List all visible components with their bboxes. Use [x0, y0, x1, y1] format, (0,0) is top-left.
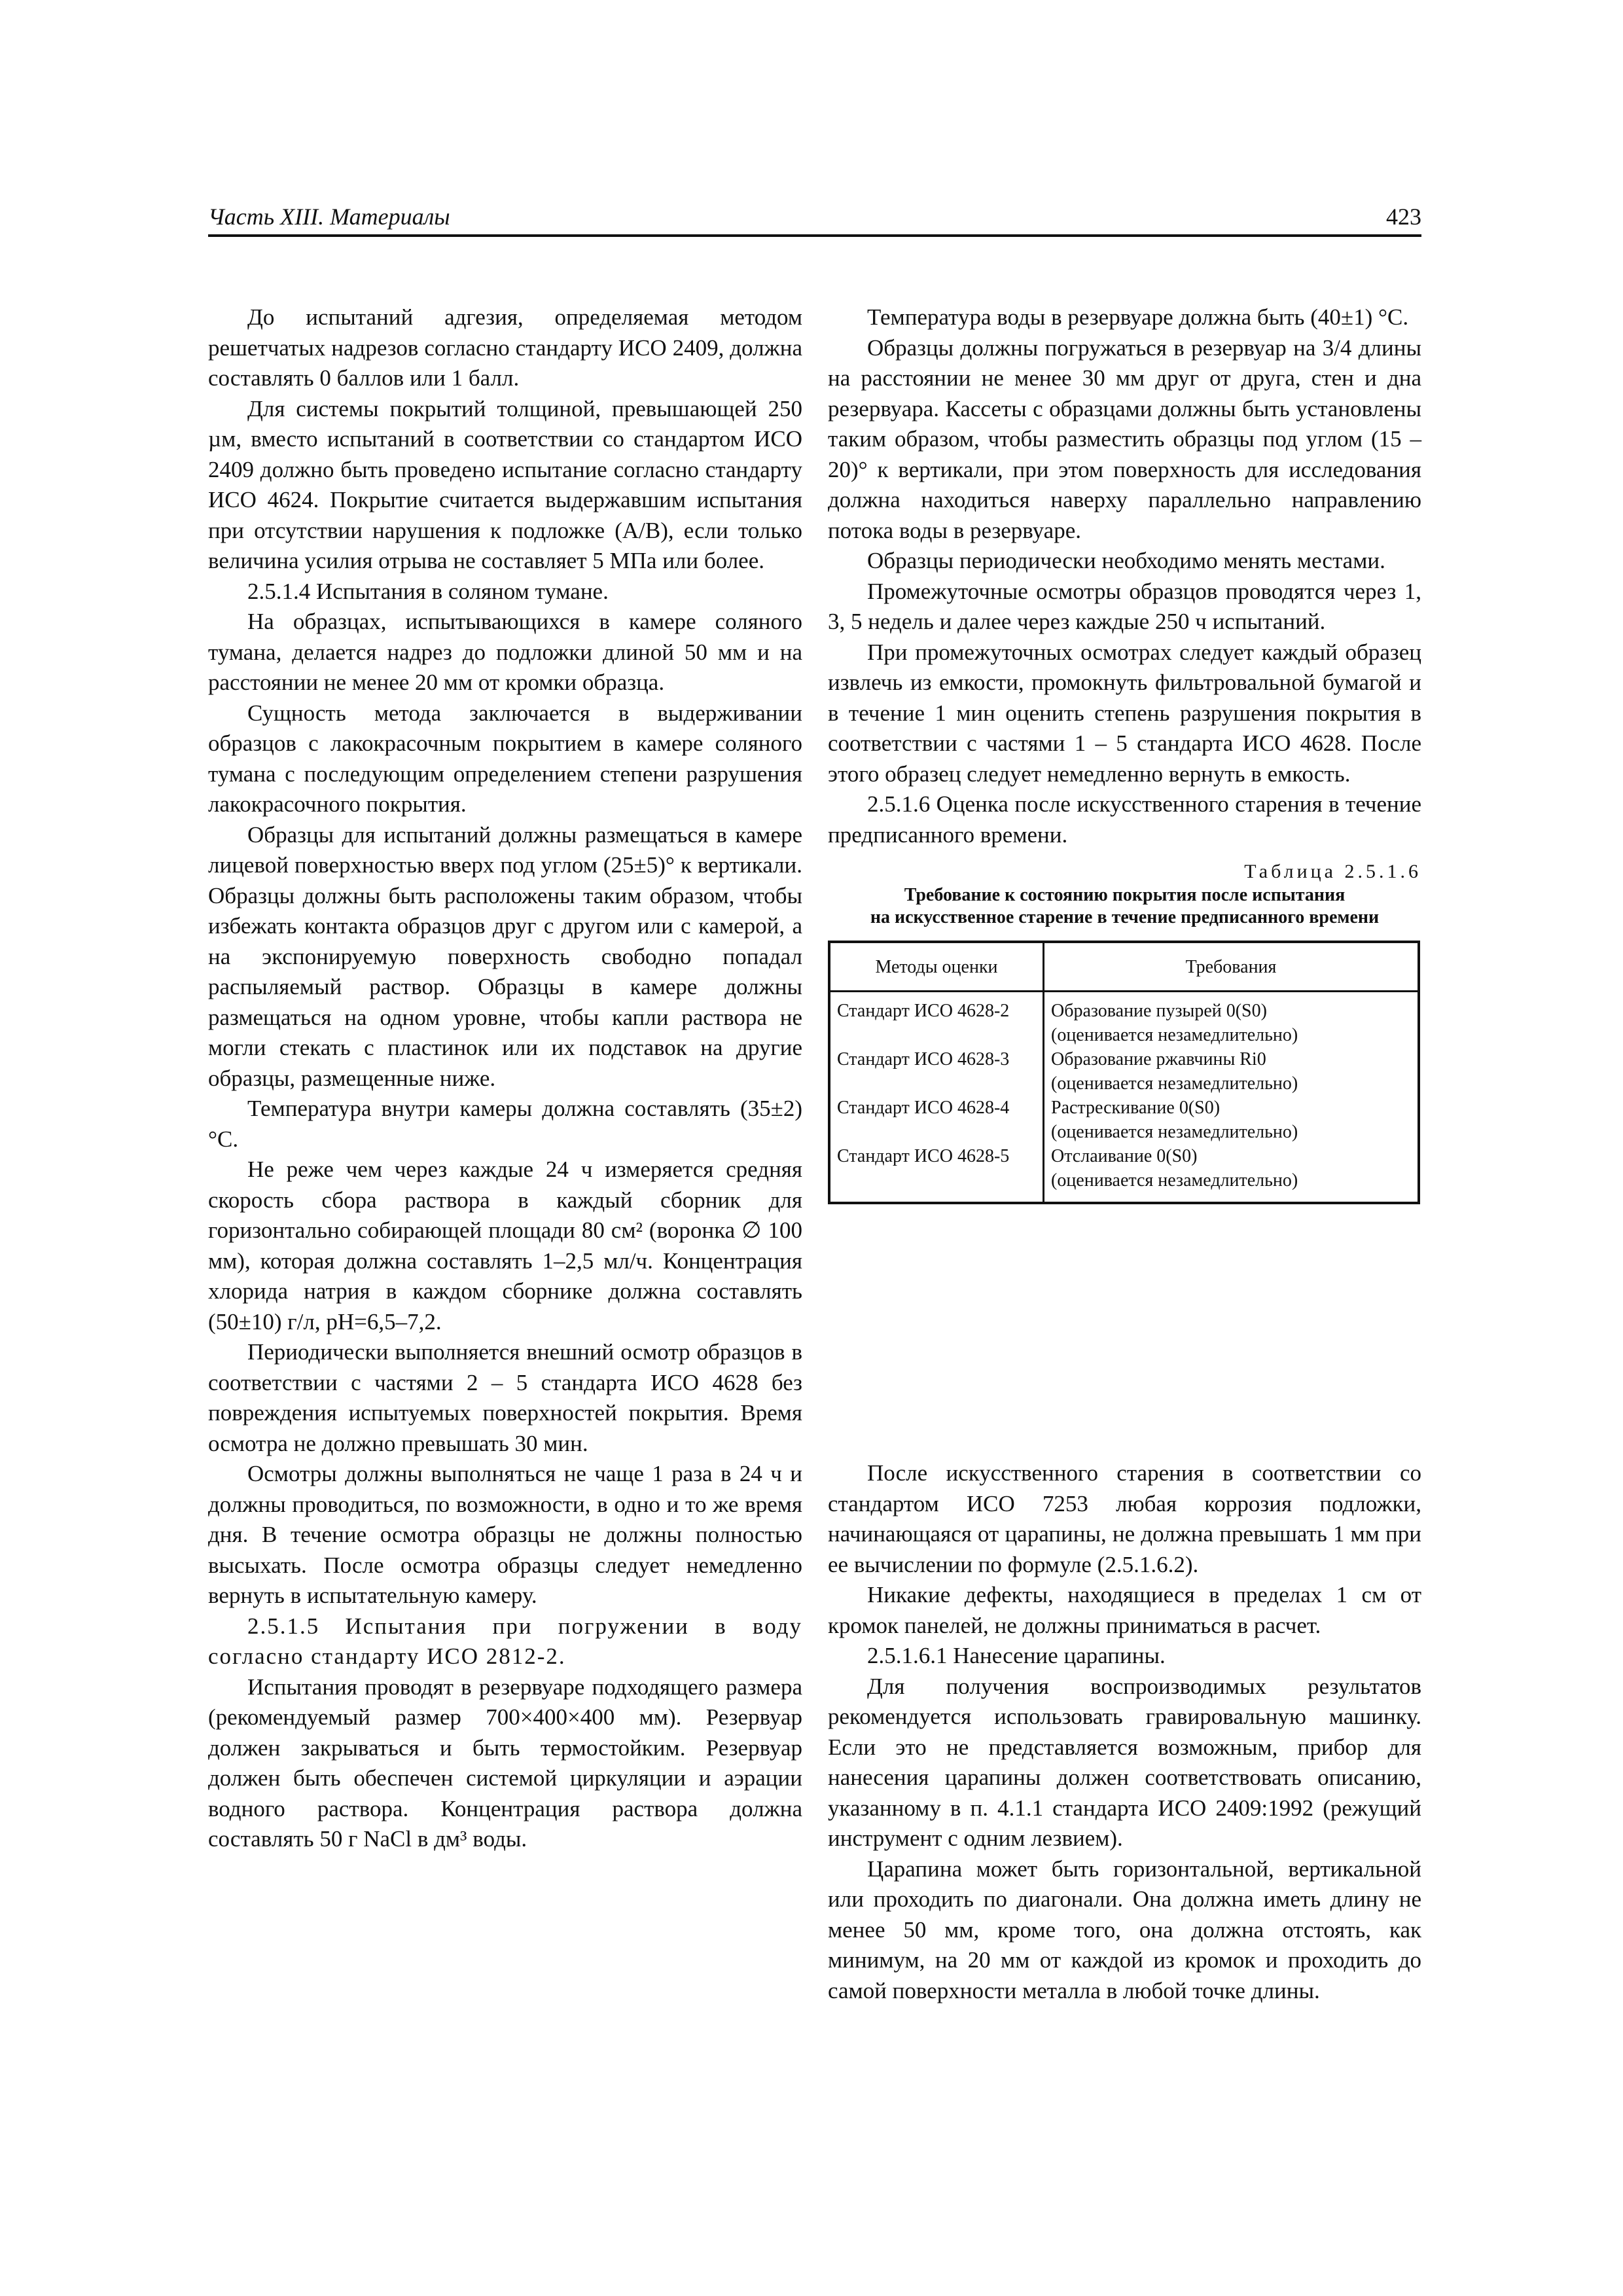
- page-number: 423: [1386, 204, 1421, 230]
- right-column-bottom: [828, 1458, 1421, 2006]
- methods-cell: [829, 992, 1044, 1204]
- paragraph: Для системы покрытий толщиной, превышающей 250 µм, вместо испытаний в соответствии со стандартом ИСО 2409 должно быть проведено испытание согласно стандарту ИСО 4624. Покрытие считается выдержавшим испытания при отсутствии нарушения к подложке (A/B), если только величина усилия отрыва не составляет 5 МПа или более.: [208, 395, 802, 573]
- paragraph: На образцах, испытывающихся в камере соляного тумана, делается надрез до подложки длиной 50 мм и на расстоянии не менее 20 мм от кромки образца.: [208, 609, 802, 695]
- table-number: Таблица 2.5.1.6: [1244, 861, 1421, 882]
- paragraph: Царапина может быть горизонтальной, вертикальной или проходить по диагонали. Она должна иметь длину не менее 50 мм, кроме того, она должна отстоять, как минимум, на 20 мм от каждой из кромок и проходить до самой поверхности металла в любой точке длины.: [828, 1856, 1421, 2003]
- requirement-text: Растрескивание 0(S0): [1051, 1098, 1221, 1118]
- right-column-top: [828, 302, 1421, 1204]
- running-header: [208, 196, 1421, 237]
- requirement-note: (оценивается незамедлительно): [1051, 1170, 1298, 1191]
- paragraph: Образцы периодически необходимо менять местами.: [867, 548, 1385, 573]
- paragraph: Промежуточные осмотры образцов проводятся через 1, 3, 5 недель и далее через каждые 250 ч испытаний.: [828, 578, 1421, 634]
- requirement-item: [1051, 1096, 1412, 1144]
- paragraph: После искусственного старения в соответствии со стандартом ИСО 7253 любая коррозия подложки, начинающаяся от царапины, не должна превышать 1 мм при ее вычислении по формуле (2.5.1.6.2).: [828, 1460, 1421, 1577]
- requirement-item: [1051, 1144, 1412, 1193]
- requirement-note: (оценивается незамедлительно): [1051, 1025, 1298, 1045]
- section-heading: 2.5.1.6.1 Нанесение царапины.: [867, 1643, 1166, 1668]
- paragraph: Температура внутри камеры должна составлять (35±2) °С.: [208, 1096, 802, 1152]
- paragraph: Образцы для испытаний должны размещаться в камере лицевой поверхностью вверх под углом (25±5)° к вертикали. Образцы должны быть расположены таким образом, чтобы избежать контакта образцов друг с другом или с камерой, а на экспонируемую поверхность свободно попадал распыляемый раствор. Образцы в камере должны размещаться на одном уровне, чтобы капли раствора не могли стекать с пластинок или их подставок на другие образцы, размещенные ниже.: [208, 821, 802, 1091]
- section-heading: 2.5.1.4 Испытания в соляном тумане.: [247, 578, 609, 604]
- paragraph: Не реже чем через каждые 24 ч измеряется средняя скорость сбора раствора в каждый сборник для горизонтально собирающей площади 80 см² (воронка ∅ 100 мм), которая должна составлять 1–2,5 мл/ч. Концентрация хлорида натрия в каждом сборнике должна составлять (50±10) г/л, pH=6,5–7,2.: [208, 1157, 802, 1335]
- requirement-item: [1051, 999, 1412, 1047]
- paragraph: Сущность метода заключается в выдерживании образцов с лакокрасочным покрытием в камере соляного тумана с последующим определением степени разрушения лакокрасочного покрытия.: [208, 700, 802, 817]
- header-title: Часть XIII. Материалы: [208, 204, 450, 230]
- requirement-note: (оценивается незамедлительно): [1051, 1122, 1298, 1142]
- section-heading: 2.5.1.6 Оценка после искусственного старения в течение предписанного времени.: [828, 791, 1421, 848]
- table-caption-line-2: на искусственное старение в течение предписанного времени: [870, 907, 1380, 927]
- paragraph: До испытаний адгезия, определяемая методом решетчатых надрезов согласно стандарту ИСО 2409, должна составлять 0 баллов или 1 балл.: [208, 304, 802, 391]
- paragraph: Испытания проводят в резервуаре подходящего размера (рекомендуемый размер 700×400×400 мм). Резервуар должен закрываться и быть термостойким. Резервуар должен быть обеспечен системой циркуляции и аэрации водного раствора. Концентрация раствора должна составлять 50 г NaCl в дм³ воды.: [208, 1674, 802, 1852]
- table-header-row: [829, 942, 1419, 992]
- requirement-text: Отслаивание 0(S0): [1051, 1146, 1198, 1166]
- method-item: Стандарт ИСО 4628-3: [837, 1049, 1010, 1069]
- requirement-text: Образование ржавчины Ri0: [1051, 1049, 1266, 1069]
- left-column: [208, 302, 802, 1855]
- method-item: Стандарт ИСО 4628-4: [837, 1098, 1010, 1118]
- column-header-methods: Методы оценки: [829, 942, 1044, 992]
- paragraph: Температура воды в резервуаре должна быть (40±1) °С.: [867, 304, 1409, 330]
- paragraph: Для получения воспроизводимых результатов рекомендуется использовать гравировальную машинку. Если это не представляется возможным, прибор для нанесения царапины должен соответствовать описанию, указанному в п. 4.1.1 стандарта ИСО 2409:1992 (режущий инструмент с одним лезвием).: [828, 1673, 1421, 1851]
- method-item: Стандарт ИСО 4628-5: [837, 1146, 1010, 1166]
- table-body-row: [829, 992, 1419, 1204]
- method-item: Стандарт ИСО 4628-2: [837, 1001, 1010, 1021]
- table-caption-line-1: Требование к состоянию покрытия после испытания: [904, 885, 1346, 905]
- paragraph: Никакие дефекты, находящиеся в пределах 1 см от кромок панелей, не должны приниматься в расчет.: [828, 1582, 1421, 1638]
- section-heading: 2.5.1.5 Испытания при погружении в воду согласно стандарту ИСО 2812-2.: [208, 1613, 802, 1669]
- requirement-note: (оценивается незамедлительно): [1051, 1073, 1298, 1094]
- requirement-item: [1051, 1047, 1412, 1096]
- paragraph: При промежуточных осмотрах следует каждый образец извлечь из емкости, промокнуть фильтровальной бумагой и в течение 1 мин оценить степень разрушения покрытия в соответствии с частями 1 – 5 стандарта ИСО 4628. После этого образец следует немедленно вернуть в емкость.: [828, 639, 1421, 787]
- paragraph: Периодически выполняется внешний осмотр образцов в соответствии с частями 2 – 5 стандарта ИСО 4628 без повреждения испытуемых поверхностей покрытия. Время осмотра не должно превышать 30 мин.: [208, 1339, 802, 1456]
- paragraph: Образцы должны погружаться в резервуар на 3/4 длины на расстоянии не менее 30 мм друг от друга, стен и дна резервуара. Кассеты с образцами должны быть установлены таким образом, чтобы разместить образцы под углом (15 – 20)° к вертикали, при этом поверхность для исследования должна находиться наверху параллельно направлению потока воды в резервуаре.: [828, 334, 1421, 543]
- requirement-text: Образование пузырей 0(S0): [1051, 1001, 1267, 1021]
- column-header-requirements: Требования: [1044, 942, 1419, 992]
- paragraph: Осмотры должны выполняться не чаще 1 раза в 24 ч и должны проводиться, по возможности, в одно и то же время дня. В течение осмотра образцы не должны полностью высыхать. После осмотра образцы следует немедленно вернуть в испытательную камеру.: [208, 1461, 802, 1608]
- requirements-table: [828, 941, 1420, 1204]
- requirements-cell: [1044, 992, 1419, 1204]
